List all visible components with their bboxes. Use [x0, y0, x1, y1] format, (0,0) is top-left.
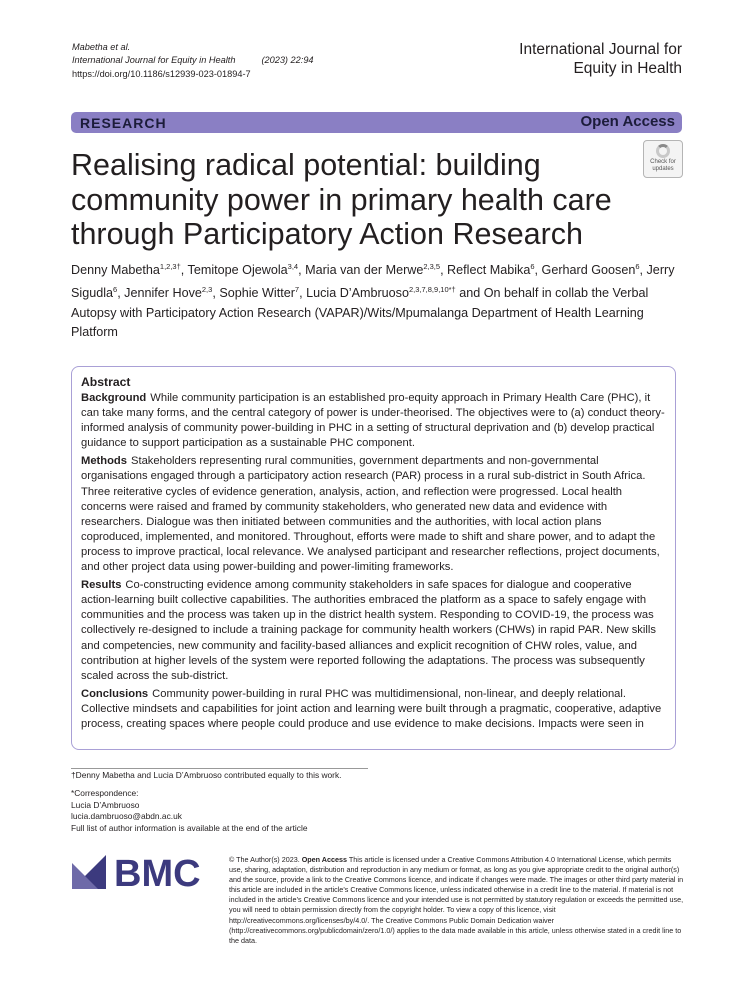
check-updates-line1: Check for	[650, 159, 676, 165]
author-affiliation: 2,3,5	[423, 262, 441, 271]
article-type-label: RESEARCH	[80, 115, 167, 131]
conclusions-text: Community power-building in rural PHC was multidimensional, non-linear, and deeply relational. Collective mindsets and capabilities for joint action and learning were built through a pragmatic, cooperative, adaptive process, creating spaces where people could produce and use evidence to make decisions. Impacts were seen in	[81, 687, 662, 730]
bmc-logo-text: BMC	[114, 855, 201, 890]
author-name[interactable]: , Jennifer Hove	[117, 286, 202, 301]
article-type-bar	[71, 112, 682, 133]
open-access-label: Open Access	[580, 113, 675, 130]
check-for-updates-badge[interactable]	[643, 140, 683, 178]
license-copyright: © The Author(s) 2023.	[229, 855, 300, 864]
methods-text: Stakeholders representing rural communities, government departments and non-governmental organisations engaged through a participatory action research (PAR) process in a rural sub-district in South Africa. Three reiterative cycles of evidence generation, analysis, action, and reflection were progressed. Local health concerns were raised and framed by community stakeholders, who generated new data and evidence with researchers. Dialogue was then initiated between communities and the authorities, with local action plans coproduced, implemented, and monitored. Throughout, efforts were made to shift and share power, and to adapt the process to improve practical, local relevance. We analysed participant and researcher reflections, project documents, and other project data using power-building and power-limiting frameworks.	[81, 455, 660, 574]
abstract-background	[81, 391, 666, 451]
title-line3: through Participatory Action Research	[71, 217, 583, 251]
author-affiliation: 2,3,7,8,9,10*†	[409, 285, 456, 295]
abstract-results	[81, 578, 666, 684]
check-updates-line2: updates	[652, 166, 674, 172]
author-affiliation: 6	[113, 285, 118, 295]
article-title	[71, 148, 631, 252]
author-affiliation: 6	[530, 262, 535, 271]
bmc-logo	[72, 855, 212, 890]
title-line1: Realising radical potential: building	[71, 148, 541, 182]
author-affiliation: 2,3	[201, 285, 213, 295]
author-name[interactable]: , Maria van der Merwe	[298, 263, 424, 278]
results-text: Co-constructing evidence among community stakeholders in safe spaces for dialogue and cooperative action-learning built collective capabilities. The authorities embraced the platform as a space to safely engage with communities and the process was taken up in the district health system. Responding to COVID-19, the process was collectively re-designed to include a training package for community health workers (CHWs) in rapid PAR. New skills and competencies, new community and facility-based alliances and explicit recognition of CHW roles, value, and contribution at higher levels of the system were reported following the adaptations. The process was subsequently scaled across the sub-district.	[81, 579, 656, 682]
abstract-heading: Abstract	[81, 375, 131, 389]
correspondence-label: *Correspondence:	[71, 788, 139, 798]
correspondence-name: Lucia D’Ambruoso	[71, 799, 140, 810]
methods-label: Methods	[81, 455, 127, 468]
abstract-methods	[81, 454, 666, 575]
results-label: Results	[81, 579, 122, 592]
author-affiliation: 3,4	[287, 262, 299, 271]
author-name[interactable]: , Lucia D’Ambruoso	[299, 286, 409, 301]
author-name[interactable]: Denny Mabetha	[71, 263, 160, 278]
license-open-access: Open Access	[301, 855, 347, 864]
correspondence-block	[71, 788, 308, 834]
author-affiliation: 6	[635, 262, 640, 271]
author-info-note: Full list of author information is available at the end of the article	[71, 822, 308, 833]
header-doi-link[interactable]: https://doi.org/10.1186/s12939-023-01894-7	[72, 68, 251, 79]
abstract-box	[71, 366, 676, 750]
author-name[interactable]: , Gerhard Goosen	[534, 263, 636, 278]
check-updates-icon	[656, 144, 670, 158]
license-statement	[229, 855, 684, 946]
license-text: This article is licensed under a Creative Commons Attribution 4.0 International License, which permits use, sharing, adaptation, distribution and reproduction in any medium or format, as long as you give appropriate credit to the original author(s) and the source, provide a link to the Creative Commons licence, and indicate if changes were made. The images or other third party material in this article are included in the article’s Creative Commons licence, unless indicated otherwise in a credit line to the material. If material is not included in the article’s Creative Commons licence and your intended use is not permitted by statutory regulation or exceeds the permitted use, you will need to obtain permission directly from the copyright holder. To view a copy of this licence, visit http://creativecommons.org/licenses/by/4.0/. The Creative Commons Public Domain Dedication waiver (http://creativecommons.org/publicdomain/zero/1.0/) applies to the data made available in this article, unless otherwise stated in a credit line to the data.	[229, 855, 684, 945]
equal-contribution-note: †Denny Mabetha and Lucia D’Ambruoso contributed equally to this work.	[71, 770, 342, 780]
author-collaboration: and On behalf in collab the Verbal Autopsy with Participatory Action Research (VAPAR)/Wits/Mpumalanga Department of Health Learning Platform	[71, 286, 649, 340]
header-author: Mabetha et al.	[72, 42, 131, 52]
journal-name-line2: Equity in Health	[573, 60, 682, 77]
author-name[interactable]: , Sophie Witter	[212, 286, 295, 301]
author-name[interactable]: , Reflect Mabika	[440, 263, 531, 278]
abstract-conclusions	[81, 687, 666, 732]
journal-name-line1: International Journal for	[519, 41, 682, 58]
conclusions-label: Conclusions	[81, 687, 149, 700]
header-citation	[72, 54, 314, 67]
journal-name	[519, 40, 682, 78]
running-header	[72, 41, 314, 81]
author-name[interactable]: , Temitope Ojewola	[180, 263, 288, 278]
footnote-divider	[71, 768, 368, 769]
header-journal: International Journal for Equity in Health	[72, 55, 236, 66]
author-list	[71, 257, 686, 343]
background-text: While community participation is an established pro-equity approach in Primary Health Care (PHC), it can take many forms, and the central category of power is under-theorised. The objectives were to (a) conduct theory-informed analysis of community power-building in PHC in a setting of structural deprivation and (b) develop practical guidance to support participation as a sustainable PHC component.	[81, 392, 665, 450]
author-name[interactable]: , Jerry Sigudla	[71, 263, 675, 301]
author-affiliation: 7	[294, 285, 300, 295]
title-line2: community power in primary health care	[71, 182, 612, 217]
correspondence-email-link[interactable]: lucia.dambruoso@abdn.ac.uk	[71, 811, 182, 822]
header-volume: (2023) 22:94	[261, 55, 314, 66]
author-affiliation: 1,2,3†	[159, 262, 181, 271]
background-label: Background	[81, 392, 147, 404]
